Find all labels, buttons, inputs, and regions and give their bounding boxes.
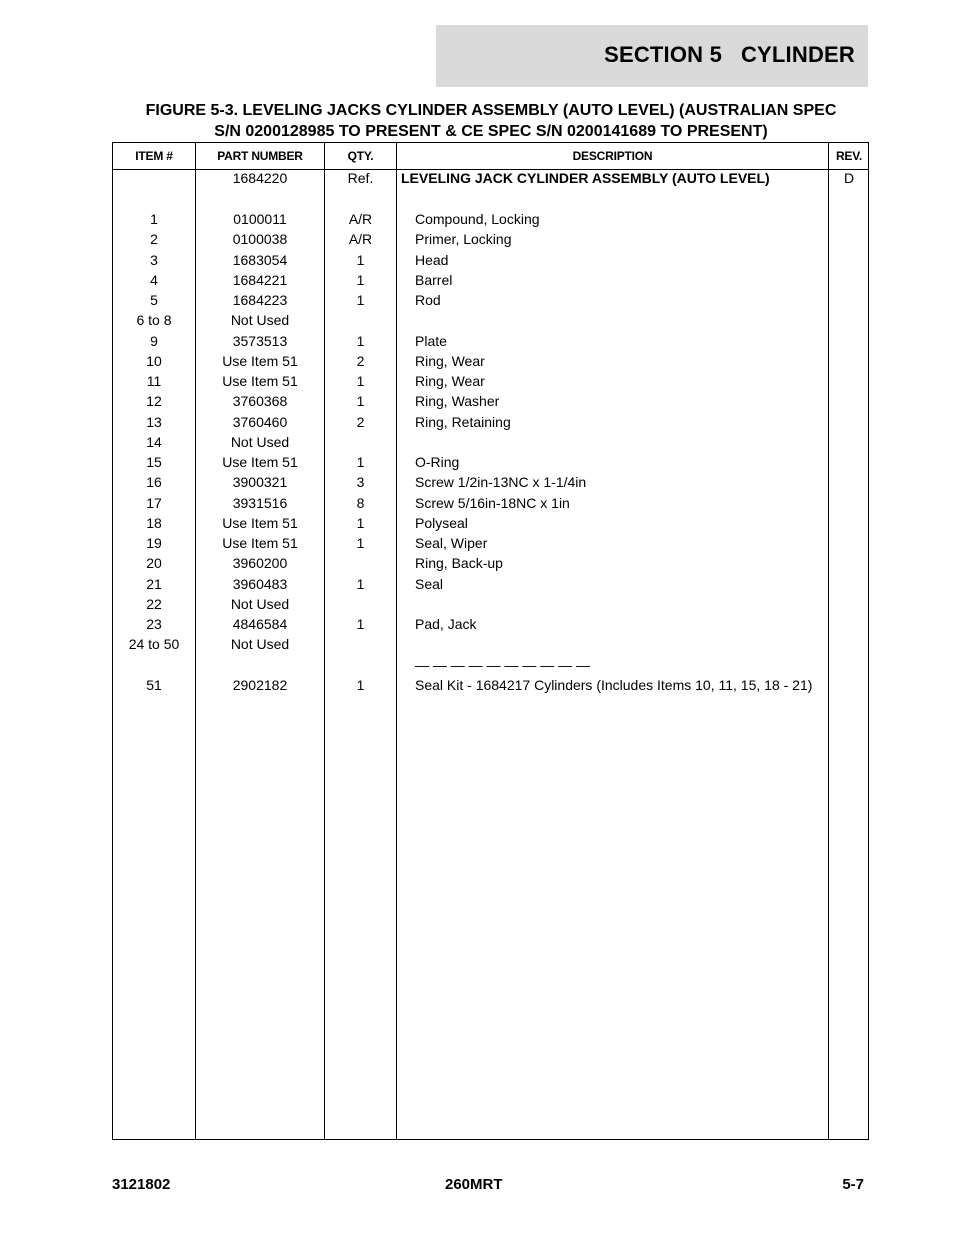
header-qty: QTY. — [347, 149, 374, 163]
cell-description: Ring, Washer — [415, 393, 500, 410]
table-row — [113, 391, 868, 411]
cell-qty: 3 — [356, 474, 365, 491]
cell-part-number: 2902182 — [232, 676, 288, 693]
cell-part-number: 1684223 — [232, 292, 288, 308]
table-row — [113, 634, 868, 654]
cell-description: Rod — [415, 292, 441, 308]
table-row — [113, 472, 868, 492]
table-row — [113, 290, 868, 310]
table-row — [113, 412, 868, 432]
header-description: DESCRIPTION — [572, 149, 653, 163]
cell-part-number: 1684221 — [232, 271, 288, 288]
cell-description: Ring, Wear — [415, 373, 485, 389]
cell-description: Barrel — [415, 271, 453, 288]
cell-part-number: 3760368 — [232, 393, 288, 410]
cell-item: 51 — [146, 676, 162, 693]
cell-qty: 1 — [356, 454, 365, 470]
cell-qty: 1 — [356, 535, 365, 551]
cell-item: 19 — [146, 535, 162, 551]
cell-part-number: 4846584 — [232, 616, 288, 632]
footer-page-number: 5-7 — [842, 1176, 864, 1193]
cell-qty: 1 — [356, 676, 365, 693]
cell-qty: 1 — [356, 271, 365, 288]
cell-item: 11 — [146, 373, 162, 389]
cell-part-number: Use Item 51 — [222, 373, 298, 389]
cell-part-number: 3760460 — [232, 413, 288, 430]
cell-item: 6 to 8 — [136, 312, 172, 329]
cell-item: 12 — [146, 393, 162, 410]
table-row — [113, 432, 868, 452]
cell-qty: 1 — [356, 616, 365, 632]
cell-qty: 1 — [356, 332, 365, 349]
header-item: ITEM # — [135, 149, 173, 163]
assembly-part-number: 1684220 — [232, 170, 288, 186]
table-row — [113, 493, 868, 513]
cell-part-number: Use Item 51 — [222, 514, 298, 531]
cell-item: 2 — [150, 231, 158, 248]
cell-part-number: 3900321 — [232, 474, 288, 491]
cell-item: 13 — [146, 413, 162, 430]
table-row — [113, 371, 868, 391]
cell-qty: 1 — [356, 373, 365, 389]
cell-description: Ring, Back-up — [415, 555, 503, 572]
cell-part-number: Not Used — [230, 312, 290, 329]
cell-description: Screw 1/2in-13NC x 1-1/4in — [415, 474, 587, 491]
section-title: SECTION 5 CYLINDER — [604, 42, 855, 67]
cell-item: 10 — [146, 352, 162, 369]
footer-manual-number: 3121802 — [112, 1176, 171, 1193]
table-row — [113, 574, 868, 594]
footer-model: 260MRT — [445, 1176, 503, 1193]
cell-part-number: Use Item 51 — [222, 535, 298, 551]
cell-item: 3 — [150, 251, 158, 268]
table-row — [113, 452, 868, 472]
cell-description: Primer, Locking — [415, 231, 512, 248]
table-row — [113, 655, 868, 675]
cell-part-number: Not Used — [230, 636, 290, 653]
cell-part-number: Use Item 51 — [222, 454, 298, 470]
section-banner — [436, 25, 868, 87]
table-row — [113, 250, 868, 270]
cell-description: — — — — — — — — — — — [415, 656, 591, 673]
cell-part-number: Use Item 51 — [222, 352, 298, 369]
cell-item: 14 — [146, 433, 162, 450]
cell-description: Ring, Wear — [415, 352, 485, 369]
cell-description: Seal Kit - 1684217 Cylinders (Includes Items 10, 11, 15, 18 - 21) — [415, 676, 813, 693]
cell-item: 21 — [146, 575, 162, 592]
table-row — [113, 270, 868, 290]
cell-item: 9 — [150, 332, 158, 349]
cell-qty: 1 — [356, 292, 365, 308]
cell-qty: 2 — [356, 352, 365, 369]
assembly-row — [113, 168, 868, 188]
cell-qty: 1 — [356, 393, 365, 410]
cell-qty: A/R — [348, 231, 373, 248]
cell-item: 18 — [146, 514, 162, 531]
table-row — [113, 209, 868, 229]
table-row — [113, 513, 868, 533]
cell-part-number: 0100011 — [233, 211, 287, 227]
cell-description: Compound, Locking — [415, 211, 540, 227]
assembly-description: LEVELING JACK CYLINDER ASSEMBLY (AUTO LEVEL) — [401, 170, 770, 186]
cell-item: 5 — [150, 292, 158, 308]
cell-description: Plate — [415, 332, 447, 349]
figure-title — [110, 100, 872, 142]
table-row — [113, 229, 868, 249]
parts-table — [112, 142, 869, 1140]
cell-qty: 1 — [356, 575, 365, 592]
cell-qty: 1 — [356, 514, 365, 531]
cell-item: 24 to 50 — [128, 636, 180, 653]
cell-item: 1 — [150, 211, 158, 227]
cell-part-number: Not Used — [230, 433, 290, 450]
cell-description: Pad, Jack — [415, 616, 477, 632]
table-row — [113, 594, 868, 614]
cell-item: 22 — [146, 595, 162, 612]
cell-part-number: Not Used — [230, 595, 290, 612]
cell-description: Seal — [415, 575, 444, 592]
cell-part-number: 3960200 — [232, 555, 288, 572]
cell-qty: A/R — [348, 211, 373, 227]
cell-description: Seal, Wiper — [415, 535, 488, 551]
cell-description: O-Ring — [415, 454, 460, 470]
cell-description: Ring, Retaining — [415, 413, 511, 430]
cell-part-number: 3931516 — [232, 494, 288, 511]
figure-title-line-2: S/N 0200128985 TO PRESENT & CE SPEC S/N 0200141689 TO PRESENT) — [214, 123, 768, 140]
header-part-number: PART NUMBER — [217, 149, 303, 163]
header-rev: REV. — [835, 149, 863, 163]
assembly-rev: D — [843, 170, 855, 186]
table-row — [113, 331, 868, 351]
cell-qty: 1 — [356, 251, 365, 268]
cell-part-number: 1683054 — [232, 251, 288, 268]
cell-description: Head — [415, 251, 449, 268]
assembly-qty: Ref. — [347, 170, 374, 186]
cell-item: 17 — [146, 494, 162, 511]
table-row — [113, 675, 868, 695]
cell-item: 16 — [146, 474, 162, 491]
cell-item: 4 — [150, 271, 158, 288]
table-row — [113, 614, 868, 634]
cell-item: 20 — [146, 555, 162, 572]
cell-description: Screw 5/16in-18NC x 1in — [415, 494, 570, 511]
table-header-row — [113, 143, 868, 170]
table-row — [113, 553, 868, 573]
figure-title-line-1: FIGURE 5-3. LEVELING JACKS CYLINDER ASSEMBLY (AUTO LEVEL) (AUSTRALIAN SPEC — [145, 102, 837, 119]
cell-part-number: 0100038 — [232, 231, 288, 248]
table-row — [113, 533, 868, 553]
table-row — [113, 351, 868, 371]
cell-description: Polyseal — [415, 514, 468, 531]
cell-item: 23 — [146, 616, 162, 632]
table-row — [113, 310, 868, 330]
cell-part-number: 3960483 — [232, 575, 288, 592]
cell-qty: 2 — [356, 413, 365, 430]
cell-part-number: 3573513 — [232, 332, 288, 349]
cell-item: 15 — [146, 454, 162, 470]
cell-qty: 8 — [356, 494, 365, 511]
